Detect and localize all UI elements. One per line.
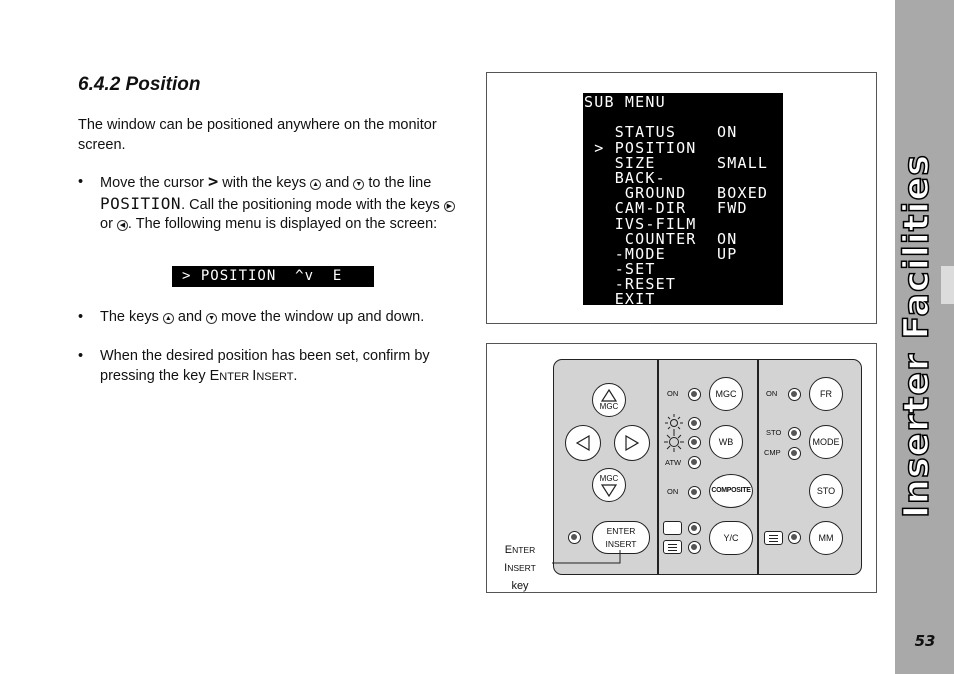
enter-insert-callout bbox=[488, 541, 552, 595]
cmp-led bbox=[788, 447, 801, 460]
left-arrow-button[interactable] bbox=[565, 425, 601, 461]
sto-led bbox=[788, 427, 801, 440]
left-key-icon: ◀ bbox=[117, 220, 128, 231]
sto-button[interactable]: STO bbox=[809, 474, 843, 508]
cap: E bbox=[504, 544, 513, 556]
sun-large-icon bbox=[664, 432, 684, 452]
down-key-icon: ▼ bbox=[353, 179, 364, 190]
submenu-line: COUNTER ON bbox=[584, 229, 738, 248]
up-mgc-button[interactable] bbox=[592, 383, 626, 417]
cursor-glyph: > bbox=[208, 172, 219, 192]
cmp-label: CMP bbox=[764, 448, 781, 457]
position-menu-strip: > POSITION ^v E bbox=[172, 266, 374, 287]
composite-on-led bbox=[688, 486, 701, 499]
submenu-line: IVS-FILM bbox=[584, 214, 697, 233]
page-number: 53 bbox=[914, 632, 936, 650]
wb-button[interactable]: WB bbox=[709, 425, 743, 459]
submenu-line: SUB MENU bbox=[584, 93, 666, 111]
up-key-icon: ▲ bbox=[163, 313, 174, 324]
mgc-on-led bbox=[688, 388, 701, 401]
cap: I bbox=[504, 562, 508, 574]
text: . bbox=[293, 367, 298, 384]
up-key-icon: ▲ bbox=[310, 179, 321, 190]
submenu-line: -SET bbox=[584, 260, 656, 279]
sidebar-tab-marker bbox=[941, 266, 954, 304]
sto-small-label: STO bbox=[766, 428, 782, 437]
submenu-line: BACK- bbox=[584, 168, 666, 187]
mm-button[interactable]: MM bbox=[809, 521, 843, 555]
on-label: ON bbox=[766, 389, 778, 398]
key-name-cap: I bbox=[252, 367, 257, 384]
insert-label: INSERT bbox=[605, 538, 637, 549]
text: and bbox=[321, 175, 354, 191]
panel-divider bbox=[757, 359, 759, 575]
text: The keys bbox=[100, 309, 163, 325]
submenu-line: SIZE SMALL bbox=[584, 153, 769, 172]
text: with the keys bbox=[218, 175, 311, 191]
text: Move the cursor bbox=[100, 175, 208, 191]
fr-button[interactable]: FR bbox=[809, 377, 843, 411]
yc-button[interactable]: Y/C bbox=[709, 521, 753, 555]
submenu-line: CAM-DIR FWD bbox=[584, 199, 748, 218]
section-heading: 6.4.2 Position bbox=[78, 74, 201, 95]
key-name-smallcaps: NSERT bbox=[256, 370, 294, 383]
text: . Call the positioning mode with the keys bbox=[181, 196, 444, 213]
mode-button[interactable]: MODE bbox=[809, 425, 843, 459]
text: or bbox=[100, 216, 117, 232]
submenu-screen bbox=[583, 93, 783, 309]
on-label: ON bbox=[667, 389, 679, 398]
triangle-up-icon bbox=[601, 389, 617, 402]
text: . The following menu is displayed on the screen: bbox=[127, 216, 438, 232]
callout-key-word: key bbox=[511, 580, 529, 592]
down-mgc-button[interactable] bbox=[592, 468, 626, 502]
text: to the line bbox=[364, 175, 432, 191]
submenu-line: -RESET bbox=[584, 275, 677, 294]
bullet-marker: • bbox=[78, 174, 84, 190]
wb-led-1 bbox=[688, 417, 701, 430]
atw-label: ATW bbox=[665, 458, 682, 467]
panel-divider bbox=[657, 359, 659, 575]
text: move the window up and down. bbox=[217, 309, 425, 325]
triangle-down-icon bbox=[601, 484, 617, 497]
bullet-move-cursor bbox=[100, 173, 470, 235]
chapter-title: Inserter Facilities bbox=[897, 153, 937, 519]
bullet-marker: • bbox=[78, 309, 84, 325]
key-name-cap: E bbox=[209, 367, 220, 384]
smallcaps: NSERT bbox=[507, 563, 536, 573]
text: and bbox=[173, 309, 207, 325]
submenu-line: STATUS ON bbox=[584, 123, 738, 142]
key-name-smallcaps: NTER bbox=[219, 370, 253, 383]
bullet-confirm bbox=[100, 347, 470, 387]
enter-insert-led bbox=[568, 531, 581, 544]
text-lines-icon bbox=[663, 540, 682, 554]
bullet-marker: • bbox=[78, 348, 84, 364]
triangle-right-icon bbox=[624, 435, 640, 451]
triangle-left-icon bbox=[575, 435, 591, 451]
atw-led bbox=[688, 456, 701, 469]
submenu-line: > POSITION bbox=[584, 138, 697, 157]
down-key-icon: ▼ bbox=[206, 313, 217, 324]
submenu-line: -MODE UP bbox=[584, 244, 738, 263]
sun-small-icon bbox=[664, 413, 684, 433]
yc-led-2 bbox=[688, 541, 701, 554]
text-lines-icon bbox=[764, 531, 783, 545]
fr-on-led bbox=[788, 388, 801, 401]
text: When the desired position has been set, confirm by pressing the key bbox=[100, 348, 430, 384]
blank-icon bbox=[663, 521, 682, 535]
enter-label: ENTER bbox=[606, 525, 636, 536]
submenu-line: GROUND BOXED bbox=[584, 184, 769, 203]
submenu-line: EXIT bbox=[584, 290, 656, 309]
mgc-button[interactable]: MGC bbox=[709, 377, 743, 411]
right-arrow-button[interactable] bbox=[614, 425, 650, 461]
composite-button[interactable]: COMPOSITE bbox=[709, 474, 753, 508]
mgc-label: MGC bbox=[599, 473, 619, 483]
yc-led-1 bbox=[688, 522, 701, 535]
wb-led-2 bbox=[688, 436, 701, 449]
right-key-icon: ▶ bbox=[444, 201, 455, 212]
bullet-move-window bbox=[100, 308, 470, 328]
on-label: ON bbox=[667, 487, 679, 496]
position-word: POSITION bbox=[100, 193, 182, 213]
mgc-label: MGC bbox=[599, 401, 619, 411]
intro-paragraph: The window can be positioned anywhere on the monitor screen. bbox=[78, 117, 437, 153]
mm-led bbox=[788, 531, 801, 544]
smallcaps: NTER bbox=[512, 545, 536, 555]
